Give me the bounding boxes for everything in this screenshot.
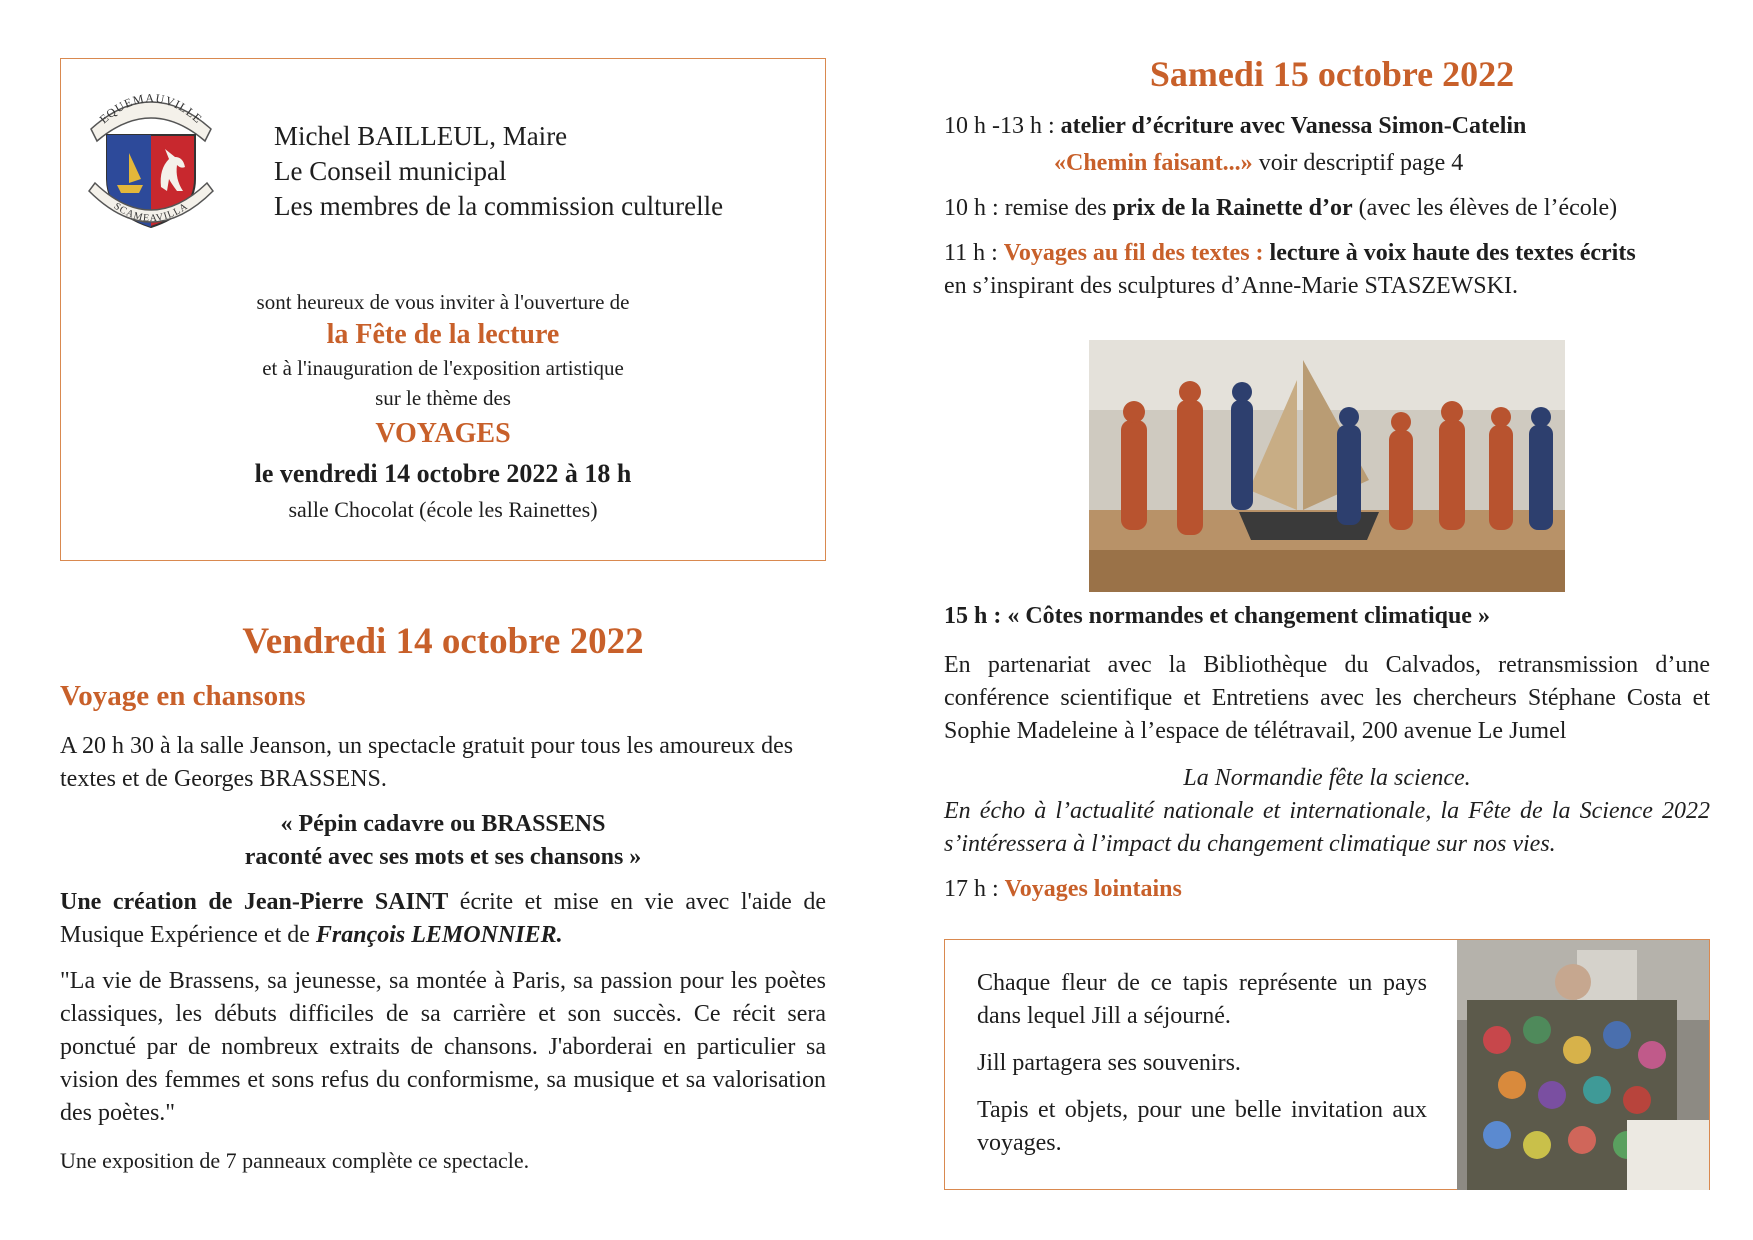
reading-description: en s’inspirant des sculptures d’Anne-Marie STASZEWSKI. — [944, 273, 1518, 299]
reading-subtitle: lecture à voix haute des textes écrits — [1269, 240, 1636, 266]
workshop-reference: voir descriptif page 4 — [1252, 150, 1464, 176]
distant-travels-title: Voyages lointains — [1004, 876, 1182, 902]
distant-travels-time: 17 h : — [944, 876, 1005, 902]
science-line1: La Normandie fête la science. — [1183, 765, 1471, 791]
crest-top-text: EQUEMAUVILLE — [96, 90, 206, 127]
workshop-name: «Chemin faisant...» — [1054, 150, 1253, 176]
host-council: Le Conseil municipal — [274, 156, 507, 186]
invitation-line3: sur le thème des — [375, 386, 511, 410]
exhibition-note: Une exposition de 7 panneaux complète ce spectacle. — [60, 1148, 530, 1173]
invitation-text — [61, 287, 825, 527]
quilt-paragraph-2: Jill partagera ses souvenirs. — [977, 1050, 1241, 1076]
creation-author: Une création de Jean-Pierre SAINT — [60, 889, 449, 915]
host-mayor: Michel BAILLEUL, Maire — [274, 121, 568, 151]
quilt-paragraph-1: Chaque fleur de ce tapis représente un pays dans lequel Jill a séjourné. — [977, 970, 1427, 1029]
friday-title: Vendredi 14 octobre 2022 — [242, 621, 644, 662]
friday-intro: A 20 h 30 à la salle Jeanson, un spectacle gratuit pour tous les amoureux des textes et de Georges BRASSENS. — [60, 733, 794, 792]
saturday-section — [944, 50, 1710, 303]
prize-title: prix de la Rainette d’or — [1112, 195, 1353, 221]
creation-credits — [60, 886, 826, 952]
show-description-quote: "La vie de Brassens, sa jeunesse, sa montée à Paris, sa passion pour les poètes classiques, les débuts difficiles de sa carrière et son succès. Ce récit sera ponctué par de nombreux extraits de chansons. J'aborderai en particulier sa vision des femmes et sons refus du conformisme, sa musique et sa valorisation des poètes." — [60, 968, 826, 1126]
saturday-afternoon — [944, 600, 1710, 906]
workshop-time: 10 h -13 h : — [944, 113, 1061, 139]
reading-title: Voyages au fil des textes : — [1003, 240, 1270, 266]
show-title-line2: raconté avec ses mots et ses chansons » — [244, 844, 642, 870]
show-title-line1: « Pépin cadavre ou BRASSENS — [280, 811, 606, 837]
creation-details: écrite et mise en vie avec l'aide de Musique Expérience et de — [60, 889, 827, 948]
saturday-title: Samedi 15 octobre 2022 — [1149, 54, 1515, 94]
quilt-paragraph-3: Tapis et objets, pour une belle invitation aux voyages. — [977, 1097, 1427, 1156]
show-title — [60, 808, 826, 874]
invitation-venue: salle Chocolat (école les Rainettes) — [288, 497, 598, 522]
workshop-title: atelier d’écriture avec Vanessa Simon-Catelin — [1060, 113, 1527, 139]
invitation-intro: sont heureux de vous inviter à l'ouverture de — [256, 290, 630, 314]
prize-note: (avec les élèves de l’école) — [1352, 195, 1618, 221]
invitation-line2: et à l'inauguration de l'exposition artistique — [262, 356, 624, 380]
invitation-box — [60, 58, 826, 561]
sculptures-photo — [1089, 340, 1565, 592]
friday-section — [60, 618, 826, 1177]
prize-time: 10 h : remise des — [944, 195, 1113, 221]
conference-description: En partenariat avec la Bibliothèque du Calvados, retransmission d’une conférence scientifique et Entretiens avec les chercheurs Stéphane Costa et Sophie Madeleine à l’espace de télétravail, 200 avenue Le Jumel — [944, 652, 1710, 744]
quilt-text — [977, 967, 1427, 1160]
schedule-conference-heading: 15 h : « Côtes normandes et changement climatique » — [944, 603, 1490, 629]
schedule-reading — [944, 237, 1710, 303]
municipal-crest-icon — [85, 87, 217, 237]
quilt-photo — [1457, 940, 1709, 1190]
workshop-details — [944, 147, 1710, 180]
science-line2: En écho à l’actualité nationale et internationale, la Fête de la Science 2022 s’intéressera à l’impact du changement climatique sur nos vies. — [944, 798, 1710, 857]
quilt-box — [944, 939, 1710, 1190]
hosts-list — [274, 119, 723, 224]
invitation-date: le vendredi 14 octobre 2022 à 18 h — [254, 459, 632, 488]
reading-time: 11 h : — [944, 240, 1004, 266]
crest-bottom-text: SCAMEAVILLA — [111, 200, 191, 225]
friday-section-title: Voyage en chansons — [60, 680, 306, 712]
schedule-distant-travels — [944, 873, 1710, 906]
schedule-writing-workshop — [944, 110, 1710, 143]
host-commission: Les membres de la commission culturelle — [274, 191, 724, 221]
event-name: la Fête de la lecture — [326, 319, 560, 350]
creation-person: François LEMONNIER. — [315, 922, 563, 948]
theme-title: VOYAGES — [375, 418, 511, 449]
schedule-prize — [944, 192, 1710, 225]
